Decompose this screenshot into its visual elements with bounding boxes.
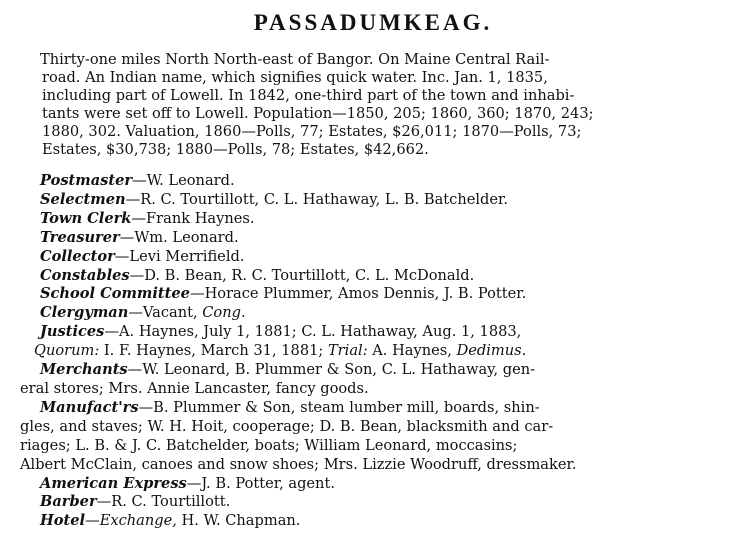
entry-label: Treasurer [40,228,120,246]
entry-justices-cont [20,342,732,361]
entry-hotel: Hotel—Exchange, H. W. Chapman. [40,512,301,530]
entry-collector: Collector—Levi Merrifield. [40,247,245,265]
entry-label: Justices [40,323,105,341]
entry-value: Horace Plummer, Amos Dennis, J. B. Potter. [204,285,527,303]
entry-clergyman: Clergyman—Vacant, Cong. [40,304,246,322]
entry-barber: Barber—R. C. Tourtillott. [40,493,231,511]
entry-value: J. B. Potter, agent. [201,474,335,492]
entry-label: American Express [40,474,187,492]
entry-treasurer: Treasurer—Wm. Leonard. [40,228,239,246]
entry-justices: Justices—A. Haynes, July 1, 1881; C. L. Hathaway, Aug. 1, 1883, [40,323,522,341]
entry-selectmen: Selectmen—R. C. Tourtillott, C. L. Hathaway, L. B. Batchelder. [40,190,509,208]
intro-line: tants were set off to Lowell. Population—1850, 205; 1860, 360; 1870, 243; [42,105,594,122]
entry-label: Selectmen [40,190,126,208]
entry-value: R. C. Tourtillott. [111,493,231,511]
entry-label: Town Clerk [40,209,132,227]
entry-value: R. C. Tourtillott, C. L. Hathaway, L. B. Batchelder. [140,190,509,208]
entry-value: W. Leonard, B. Plummer & Son, C. L. Hathaway, gen- [142,361,536,379]
entry-american-express: American Express—J. B. Potter, agent. [40,474,335,492]
entry-label: Collector [40,247,115,265]
quorum-label: Quorum: [34,342,100,360]
entry-constables: Constables—D. B. Bean, R. C. Tourtillott, C. L. McDonald. [40,266,475,284]
entry-manufacturers-cont: Albert McClain, canoes and snow shoes; Mrs. Lizzie Woodruff, dressmaker. [20,455,577,473]
entry-label: Hotel [40,512,86,530]
entry-merchants-cont: eral stores; Mrs. Annie Lancaster, fancy goods. [20,379,369,397]
intro-line: Thirty-one miles North North-east of Bangor. On Maine Central Rail- [40,51,550,68]
entry-value: Levi Merrifield. [129,247,245,265]
entry-value-italic: Cong. [202,304,246,322]
entry-town-clerk: Town Clerk—Frank Haynes. [40,209,255,227]
officials-list [20,172,732,531]
entry-value: Vacant, [142,304,203,322]
entry-label: Constables [40,266,130,284]
entry-manufacturers: Manufact'rs—B. Plummer & Son, steam lumber mill, boards, shin- [40,398,540,416]
entry-label: Manufact'rs [40,398,139,416]
entry-postmaster: Postmaster—W. Leonard. [40,172,235,189]
intro-line: 1880, 302. Valuation, 1860—Polls, 77; Estates, $26,011; 1870—Polls, 73; [42,123,582,140]
trial-label: Trial: [327,342,368,360]
intro-paragraph [20,51,728,159]
entry-school-committee: School Committee—Horace Plummer, Amos Dennis, J. B. Potter. [40,285,527,303]
entry-merchants: Merchants—W. Leonard, B. Plummer & Son, C. L. Hathaway, gen- [40,361,536,379]
entry-value: Wm. Leonard. [134,228,239,246]
quorum-value: I. F. Haynes, March 31, 1881; [99,342,328,360]
entry-manufacturers-cont: gles, and staves; W. H. Hoit, cooperage; D. B. Bean, blacksmith and car- [20,417,554,435]
entry-label: Postmaster [40,172,133,189]
intro-line: including part of Lowell. In 1842, one-third part of the town and inhabi- [42,87,575,104]
intro-line: road. An Indian name, which signifies quick water. Inc. Jan. 1, 1835, [42,69,548,86]
trial-value: A. Haynes, [367,342,457,360]
entry-value: D. B. Bean, R. C. Tourtillott, C. L. McDonald. [144,266,475,284]
entry-value: B. Plummer & Son, steam lumber mill, boards, shin- [153,398,540,416]
page-title: PASSADUMKEAG. [253,10,493,35]
entry-value: H. W. Chapman. [176,512,301,530]
entry-value: Frank Haynes. [146,209,255,227]
dedimus-label: Dedimus. [456,342,527,360]
entry-manufacturers-cont: riages; L. B. & J. C. Batchelder, boats; William Leonard, moccasins; [20,436,518,454]
entry-label: Clergyman [40,304,129,322]
entry-label: Merchants [40,361,128,379]
entry-value: A. Haynes, July 1, 1881; C. L. Hathaway, Aug. 1, 1883, [119,323,522,341]
entry-value-italic: Exchange, [99,512,177,530]
entry-value: W. Leonard. [146,172,235,189]
entry-label: School Committee [40,285,190,303]
intro-line: Estates, $30,738; 1880—Polls, 78; Estates, $42,662. [42,141,429,158]
entry-label: Barber [40,493,97,511]
